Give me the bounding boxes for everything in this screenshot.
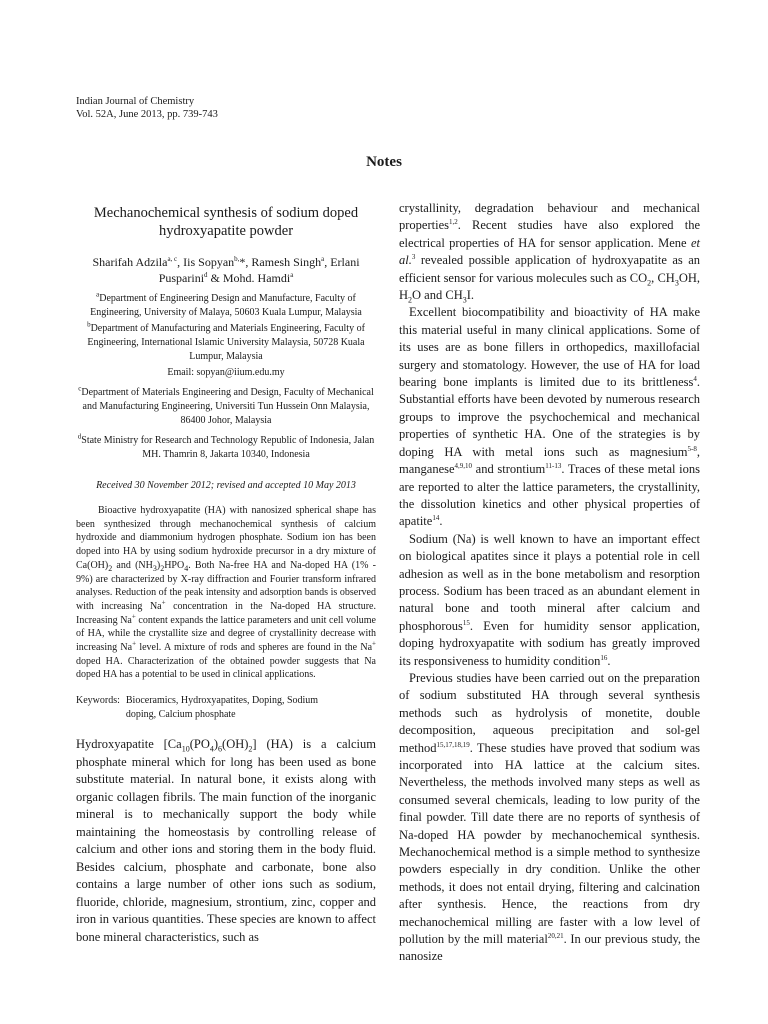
received-dates: Received 30 November 2012; revised and accepted 10 May 2013 [96, 480, 356, 491]
journal-volume: Vol. 52A, June 2013, pp. 739-743 [76, 109, 218, 120]
affil-marker: b [87, 320, 91, 329]
affil-marker: a [96, 290, 100, 299]
author-list [76, 254, 376, 286]
intro-paragraph: Hydroxyapatite $[Ca_{10}(PO_4)_6(OH)_2]$ (HA) is a calcium phosphate mineral which for long has been used as bone substitute material. In natural bone, it exists along with organic collagen fibrils. The main function of the inorganic mineral is to mechanically support the body while maintaining the homeostasis by controlling release of calcium and other ions and storing them in the body fluid. Besides calcium, phosphate and carbonate, bone also contains a large number of other ions such as sodium, fluoride, chloride, magnesium, strontium, zinc, copper and iron in various quantities. These species are known to affect bone mineral characteristics, such as [76, 737, 376, 944]
keywords-label: Keywords: [76, 695, 120, 707]
affiliation-c [76, 386, 376, 428]
keywords-list: Bioceramics, Hydroxyapatites, Doping, Sodium doping, Calcium phosphate [125, 695, 319, 721]
section-heading: Notes [366, 154, 402, 170]
journal-name: Indian Journal of Chemistry [76, 96, 195, 107]
right-column [399, 200, 700, 966]
affil-text: Department of Materials Engineering and Design, Faculty of Mechanical and Manufacturing Engineering, Universiti Tun Hussein Onn Malaysia, 86400 Johor, Malaysia [81, 387, 374, 426]
affil-text: Department of Manufacturing and Materials Engineering, Faculty of Engineering, International Islamic University Malaysia, 50728 Kuala Lumpur, Malaysia [87, 323, 365, 362]
author-name: & Mohd. Hamdi [207, 271, 291, 285]
author-name: , Iis Sopyan [177, 255, 235, 269]
affil-text: State Ministry for Research and Technology Republic of Indonesia, Jalan MH. Thamrin 8, Jakarta 10340, Indonesia [81, 435, 375, 460]
journal-header [76, 95, 218, 121]
keywords [76, 694, 376, 722]
author-name: Sharifah Adzila [92, 255, 168, 269]
affil-text: Department of Engineering Design and Manufacture, Faculty of Engineering, University of Malaya, 50603 Kuala Lumpur, Malaysia [90, 293, 362, 318]
body-paragraph: Previous studies have been carried out on the preparation of sodium substituted HA through several synthesis methods such as hydrolysis of monetite, double decomposition, aqueous precipitation and sol-gel method$^{15,17,18,19}$. These studies have proved that sodium was incorporated into HA lattice at the calcium sites. Nevertheless, the methods involved many steps as well as consumed several chemicals, leading to low purity of the final powder. Till date there are no reports of synthesis of Na-doped HA powder by mechanochemical synthesis. Mechanochemical method is a simple method to synthesize powders especially in dry condition. Unlike the other methods, it does not entail drying, filtering and calcination after synthesis. Hence, the reactions from dry mechanochemical milling are faster with a low level of pollution by the mill material$^{20,21}$. In our previous study, the nanosize [399, 670, 700, 964]
affiliation-b [76, 322, 376, 364]
author-affil-sup: a, c [167, 255, 178, 263]
author-affil-sup: a [290, 271, 294, 279]
author-affil-sup: a [321, 255, 325, 263]
body-paragraph: crystallinity, degradation behaviour and mechanical properties$^{1,2}$. Recent studies have also explored the electrical properties of HA for sensor application. Mene et al.$^3$ revealed possible application of hydroxyapatite as an efficient sensor for various molecules such as $CO_2$, $CH_3OH$, $H_2O$ and $CH_3I$. [399, 201, 701, 305]
affiliation-a [76, 292, 376, 320]
left-column [76, 200, 376, 946]
article-title: Mechanochemical synthesis of sodium doped hydroxyapatite powder [93, 205, 359, 239]
email[interactable]: Email: sopyan@iium.edu.my [167, 367, 285, 378]
author-affil-sup: d [204, 271, 208, 279]
affiliation-d [76, 434, 376, 462]
body-paragraph: Excellent biocompatibility and bioactivity of HA make this material useful in many clinical applications. Some of its uses are as bone fillers in orthopedics, maxillofacial surgery and stomatology. However, the use of HA for load bearing bone implants is limited due to its brittleness$^4$. Substantial efforts have been devoted by numerous research groups to improve the psychochemical and mechanical properties of synthetic HA. One of the strategies is by doping HA with metal ions such as magnesium$^{5-8}$, manganese$^{4,9,10}$ and strontium$^{11-13}$. Traces of these metal ions are reported to alter the lattice parameters, the crystallinity, the dissolution kinetics and other physical properties of apatite$^{14}$. [399, 305, 701, 529]
abstract: Bioactive hydroxyapatite (HA) with nanosized spherical shape has been synthesized through mechanochemical synthesis of calcium hydroxide and diammonium hydrogen phosphate. Sodium ion has been doped into HA by using sodium hydroxide precursor in a dry mixture of $Ca(OH)_2$ and $(NH_3)_2HPO_4$. Both Na-free HA and Na-doped HA (1% - 9%) are characterized by X-ray diffraction and Fourier transform infrared analyses. Reduction of the peak intensity and adsorption bands is observed with increasing Na+ concentration in the Na-doped HA structure. Increasing Na+ content expands the lattice parameters and unit cell volume of HA, while the crystallite size and degree of crystallinity decrease with increasing Na+ level. A mixture of rods and spheres are found in the Na+ doped HA. Characterization of the obtained powder suggests that Na doped HA has a potential to be used in clinical applications. [76, 505, 376, 681]
body-paragraph: Sodium (Na) is well known to have an important effect on biological apatites since it plays a potential role in cell adhesion as well as in the bone metabolism and resorption process. Sodium has been traced as an abundant element in natural bone and tooth mineral after calcium and phosphorous$^{15}$. Even for humidity sensor application, doping hydroxyapatite with sodium has greatly improved its responsiveness to humidity condition$^{16}$. [399, 531, 700, 668]
affil-marker: c [78, 384, 82, 393]
affil-marker: d [77, 432, 82, 441]
author-name: , Erlani Pusparini [158, 255, 360, 285]
author-affil-sup: b, [234, 255, 240, 263]
author-name: *, Ramesh Singh [239, 255, 322, 269]
